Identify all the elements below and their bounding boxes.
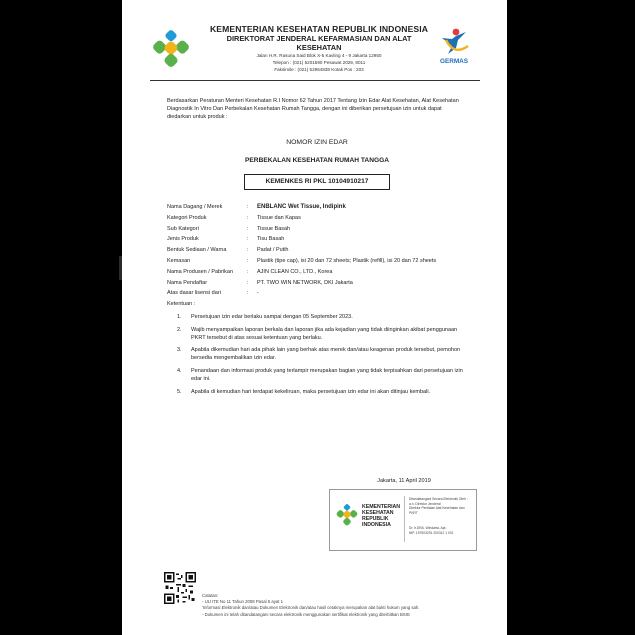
kemenkes-logo-icon	[152, 30, 190, 68]
field-value: Padat / Putih	[257, 247, 289, 254]
kemenkes-stamp-logo-icon	[336, 504, 358, 526]
directorate-name: DIREKTORAT JENDERAL KEFARMASIAN DAN ALAT KESEHATAN	[226, 34, 412, 52]
term-text: Wajib menyampaikan laporan berkala dan laporan jika ada kejadian yang tidak diinginkan akibat penggunaan PKRT tersebut di atas sesuai ketentuan yang berlaku.	[191, 326, 458, 341]
field-label: Kemasan	[167, 257, 191, 264]
term-item	[167, 347, 467, 363]
product-fields	[167, 204, 467, 301]
field-value: PT. TWO WIN NETWORK, DKI Jakarta	[257, 279, 353, 286]
signer-nip: NIP. 197503291 200312 1 001	[409, 530, 454, 535]
germas-logo	[434, 26, 474, 70]
stamp-ministry-line: KESEHATAN	[362, 510, 394, 516]
terms-list	[167, 314, 467, 396]
field-label: Kategori Produk	[167, 214, 207, 221]
term-number: 4.	[177, 367, 182, 374]
perbekalan-title: PERBEKALAN KESEHATAN RUMAH TANGGA	[245, 157, 389, 165]
notes-title: Catatan:	[202, 593, 219, 598]
document-body	[167, 98, 467, 401]
term-number: 5.	[177, 388, 182, 395]
field-separator: :	[247, 290, 249, 297]
field-row	[167, 204, 467, 215]
role-text: Direktur Penilaian Alat Kesehatan dan PKRT	[409, 506, 465, 515]
notes-line: - UU ITE No 11 Tahun 2008 Pasal 5 ayat 1	[202, 599, 284, 605]
term-text: Apabila dikemudian hari ada pihak lain yang berhak atas merek dan/atau keagenan produk tersebut, pemohon bersedia mengembalikan izin edar.	[191, 347, 461, 362]
term-item	[167, 389, 467, 397]
stamp-signer-info	[409, 497, 473, 515]
nomor-izin-title: NOMOR IZIN EDAR	[286, 139, 348, 147]
phone: Telepon : (021) 5201590 Pesawat 2029, 8011	[272, 60, 366, 65]
field-value: Tissue dan Kapas	[257, 214, 301, 221]
germas-label: GERMAS	[439, 58, 469, 65]
field-label: Bentuk Sediaan / Warna	[167, 247, 227, 254]
qr-code-icon	[164, 572, 196, 604]
stamp-ministry-line: REPUBLIK	[362, 516, 389, 522]
field-separator: :	[247, 279, 249, 286]
field-label: Nama Pendaftar	[167, 279, 208, 286]
letterhead-divider	[150, 80, 480, 81]
field-separator: :	[247, 268, 249, 275]
document-page	[122, 0, 507, 635]
field-label: Nama Dagang / Merek	[167, 203, 223, 210]
field-row	[167, 236, 467, 247]
term-item	[167, 327, 467, 343]
field-value: Tissue Basah	[257, 225, 291, 232]
field-separator: :	[247, 257, 249, 264]
stamp-signer-name	[409, 526, 473, 535]
intro-paragraph: Berdasarkan Peraturan Menteri Kesehatan R.I Nomor 62 Tahun 2017 Tentang Izin Edar Alat Kesehatan, Alat Kesehatan Diagnostik In Vitro Dan Perbekalan Kesehatan Rumah Tangga, dengan ini diberikan persetujuan izin untuk dapat diedarkan untuk produk :	[167, 98, 459, 120]
black-frame-right	[507, 0, 635, 635]
term-number: 1.	[177, 313, 182, 320]
stamp-ministry-line: INDONESIA	[362, 522, 391, 528]
field-row	[167, 258, 467, 269]
black-frame-left	[0, 0, 122, 635]
field-separator: :	[247, 203, 249, 210]
document-notes	[202, 593, 492, 618]
field-value: AJIN CLEAN CO., LTD., Korea	[257, 268, 333, 275]
an-text: a.n. Direktur Jenderal	[409, 501, 441, 506]
field-row	[167, 280, 467, 291]
letterhead	[122, 20, 507, 80]
term-text: Apabila di kemudian hari terdapat kekeliruan, maka persetujuan izin edar ini akan ditinjau kembali.	[191, 388, 431, 395]
term-number: 2.	[177, 326, 182, 333]
field-value: ENBLANC Wet Tissue, Indipink	[257, 203, 346, 210]
electronic-signature-stamp	[329, 489, 477, 551]
signed-by-text: Ditandatangani Secara Elektronik Oleh :	[409, 497, 468, 501]
letterhead-text	[204, 24, 434, 73]
registration-number-box: KEMENKES RI PKL 10104910217	[244, 174, 390, 190]
field-label: Sub Kategori	[167, 225, 199, 232]
signature-date: Jakarta, 11 April 2019	[377, 478, 431, 484]
field-row	[167, 290, 467, 301]
field-row	[167, 215, 467, 226]
stamp-divider	[404, 496, 405, 542]
field-value: Tisu Basah	[257, 236, 285, 243]
field-separator: :	[247, 214, 249, 221]
field-value: Plastik (tipe cap), isi 20 dan 72 sheets; Plastik (refill), isi 20 dan 72 sheets	[257, 257, 437, 264]
signer-name: Dr. Ir.DRA. Windarta, Apt.	[409, 526, 447, 530]
field-separator: :	[247, 225, 249, 232]
ministry-name: KEMENTERIAN KESEHATAN REPUBLIK INDONESIA	[209, 24, 429, 34]
ketentuan-heading: Ketentuan :	[167, 301, 196, 308]
stamp-ministry-line: KEMENTERIAN	[362, 504, 401, 510]
signature-block	[329, 478, 479, 551]
field-label: Nama Produsen / Pabrikan	[167, 268, 234, 275]
term-item	[167, 368, 467, 384]
term-item	[167, 314, 467, 322]
field-row	[167, 226, 467, 237]
stamp-ministry-name	[362, 504, 402, 528]
term-number: 3.	[177, 347, 182, 354]
term-text: Penandaan dan informasi produk yang terlampir merupakan bagian yang tidak terpisahkan dari persetujuan izin edar ini.	[191, 367, 463, 382]
fax: Faksimile : (021) 52964838 Kotak Pos : 203	[274, 67, 364, 72]
field-row	[167, 269, 467, 280]
field-separator: :	[247, 236, 249, 243]
field-label: Jenis Produk	[167, 236, 199, 243]
field-value: -	[257, 290, 259, 297]
field-row	[167, 247, 467, 258]
field-label: Atas dasar lisensi dari	[167, 290, 221, 297]
field-separator: :	[247, 247, 249, 254]
address: Jalan H.R. Rasuna Said Blok X-5 Kavling 4 - 9 Jakarta 12950	[256, 53, 382, 58]
term-text: Persetujuan izin edar berlaku sampai dengan 05 September 2023.	[191, 313, 353, 320]
germas-figure-icon	[434, 26, 474, 58]
notes-line: 'Informasi Elektronik dan/atau Dokumen Elektronik dan/atau hasil cetaknya merupakan alat bukti hukum yang sah.	[202, 605, 420, 611]
notes-line: - Dokumen ini telah ditandatangani secara elektronik menggunakan sertifikat elektronik yang diterbitkan BSrE	[202, 611, 411, 617]
